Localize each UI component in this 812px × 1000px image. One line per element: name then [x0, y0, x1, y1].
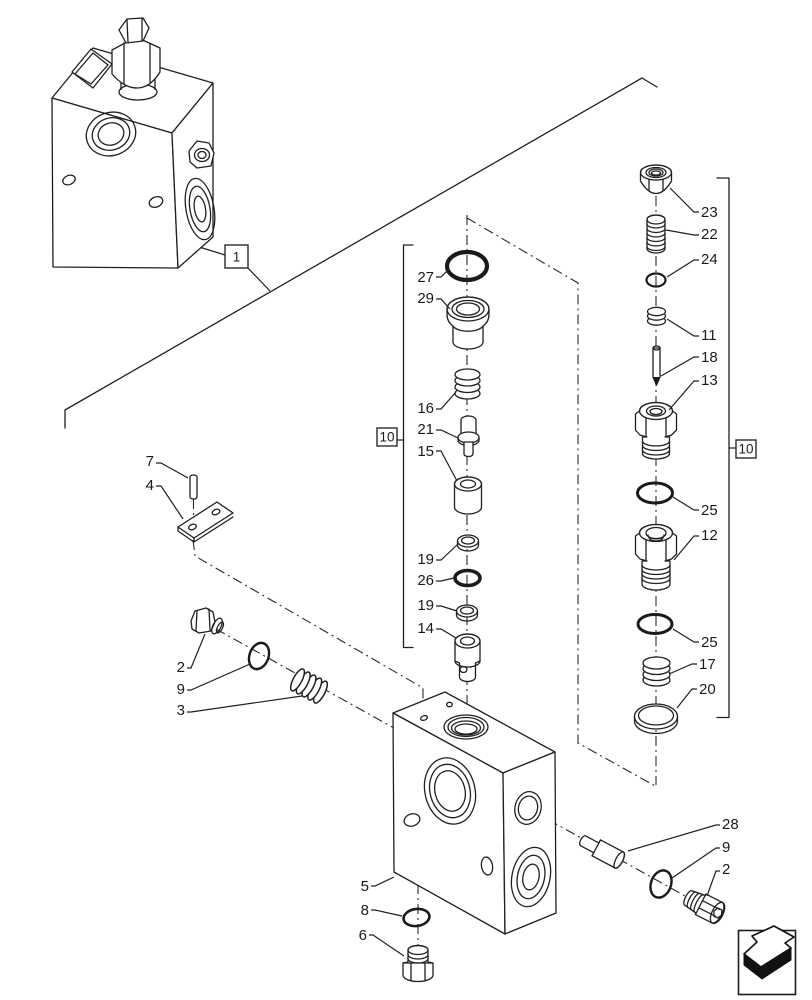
part-14-spool [455, 634, 480, 682]
part-25-oring-a [638, 483, 673, 503]
label-21: 21 [417, 421, 434, 438]
label-17: 17 [699, 656, 716, 673]
label-3: 3 [176, 702, 185, 719]
ref-box-10-right-label: 10 [738, 441, 754, 457]
valve-body [393, 692, 556, 934]
part-15-sleeve [455, 477, 482, 514]
part-11-spring [648, 307, 666, 325]
label-2-left: 2 [176, 659, 185, 676]
part-28-cartridge [577, 832, 627, 870]
part-25-oring-b [638, 615, 672, 634]
label-9-right: 9 [722, 839, 731, 856]
label-18: 18 [701, 349, 718, 366]
label-19b: 19 [417, 597, 434, 614]
label-22: 22 [701, 226, 718, 243]
part-20-retainer-ring [635, 704, 678, 734]
part-8-oring [402, 907, 430, 927]
figure-ref-box-10-right[interactable] [736, 440, 756, 458]
label-26: 26 [417, 572, 434, 589]
part-29-seat [447, 297, 489, 349]
part-12-fitting [636, 525, 677, 591]
figure-ref-box-1[interactable] [196, 245, 270, 291]
ref-box-1-label: 1 [232, 249, 241, 265]
part-9-oring-right [647, 867, 675, 900]
part-21-poppet [458, 416, 479, 457]
label-2-right: 2 [722, 861, 731, 878]
ref-box-10-left-label: 10 [379, 429, 395, 445]
part-22-adjusting-screw [647, 215, 665, 253]
label-27: 27 [417, 269, 434, 286]
part-16-spring [455, 369, 480, 399]
label-20: 20 [699, 681, 716, 698]
valve-assembly-overview [52, 18, 219, 268]
label-29: 29 [417, 290, 434, 307]
part-4-plate [178, 502, 233, 542]
label-4: 4 [145, 477, 154, 494]
part-13-fitting [636, 403, 677, 460]
label-11: 11 [701, 327, 717, 344]
label-12: 12 [701, 527, 718, 544]
part-9-oring-left [245, 640, 272, 672]
label-25b: 25 [701, 634, 718, 651]
nav-continuation-button[interactable] [739, 926, 796, 995]
part-2-plug-left [191, 608, 225, 635]
label-28: 28 [722, 816, 739, 833]
label-19a: 19 [417, 551, 434, 568]
label-15: 15 [417, 443, 434, 460]
part-18-needle [653, 346, 660, 386]
part-7-pin [190, 475, 197, 499]
label-5: 5 [360, 878, 369, 895]
label-9-left: 9 [176, 681, 185, 698]
label-13: 13 [701, 372, 718, 389]
part-2-plug-right [680, 886, 727, 925]
group-bracket-middle [396, 245, 413, 648]
label-7: 7 [145, 453, 154, 470]
part-6-plug [403, 946, 433, 982]
label-16: 16 [417, 400, 434, 417]
label-23: 23 [701, 204, 718, 221]
part-19-washer-a [458, 535, 479, 551]
label-6: 6 [358, 927, 367, 944]
figure-ref-box-10-left[interactable] [377, 428, 397, 446]
label-25a: 25 [701, 502, 718, 519]
label-14: 14 [417, 620, 434, 637]
part-23-hex-nut [641, 165, 672, 194]
group-bracket-right [717, 178, 736, 718]
label-8: 8 [360, 902, 369, 919]
part-17-spring [643, 657, 670, 686]
label-24: 24 [701, 251, 718, 268]
